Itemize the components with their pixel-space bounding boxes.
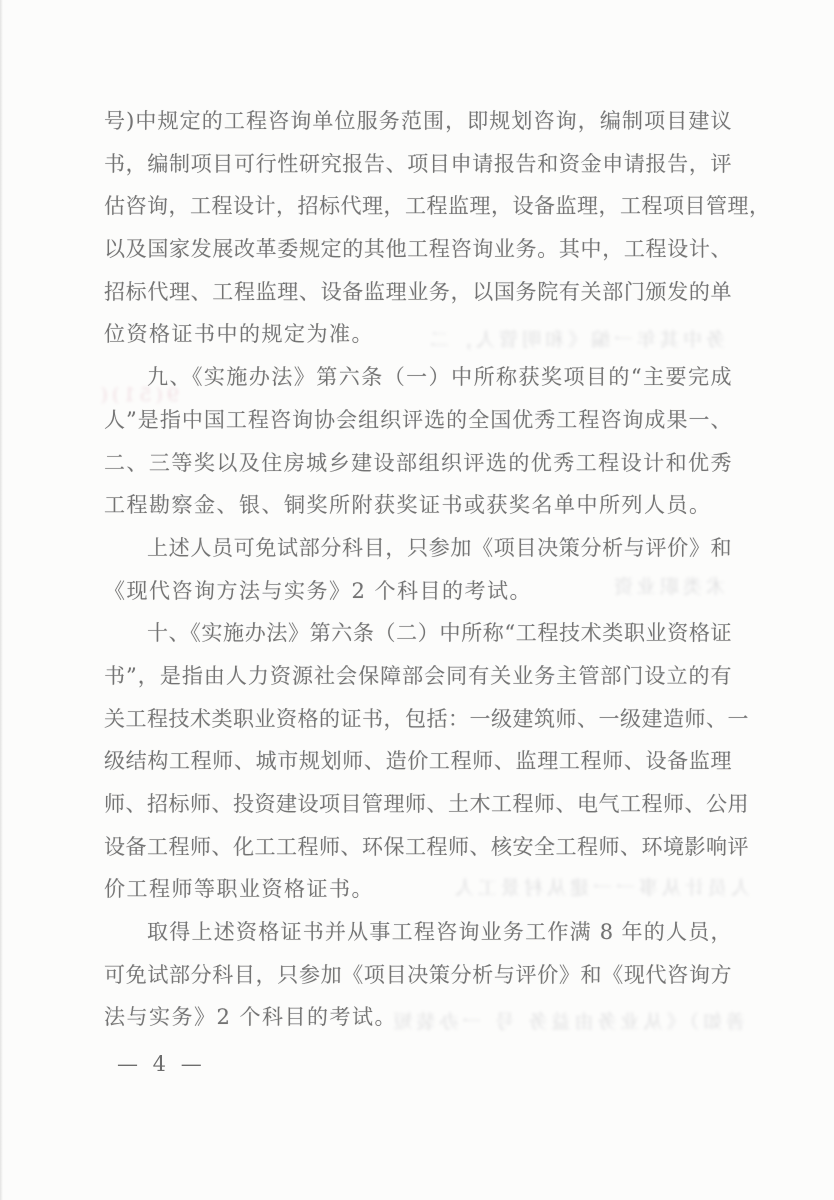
- text-line: 九、《实施办法》第六条（一）中所称获奖项目的“主要完成: [147, 365, 732, 390]
- bleedthrough-artifact: 术类职业资: [609, 576, 725, 598]
- text-line: 《现代咨询方法与实务》2 个科目的考试。: [104, 578, 533, 603]
- bleedthrough-artifact: 人员计从事一一建从村景工人: [450, 877, 750, 899]
- text-line: 设备工程师、化工工程师、环保工程师、核安全工程师、环境影响评: [104, 834, 749, 859]
- text-line: 十、《实施办法》第六条（二）中所称“工程技术类职业资格证: [147, 621, 732, 646]
- text-line: 关工程技术类职业资格的证书，包括：一级建筑师、一级建造师、一: [104, 706, 749, 731]
- text-line: 号)中规定的工程咨询单位服务范围，即规划咨询，编制项目建议: [104, 109, 732, 133]
- text-line: 书”，是指由人力资源社会保障部会同有关业务主管部门设立的有: [104, 663, 732, 688]
- page-number: — 4 —: [117, 1052, 206, 1076]
- text-line: 位资格证书中的规定为准。: [104, 322, 374, 347]
- text-line: 法与实务》2 个科目的考试。: [104, 1005, 398, 1030]
- bleedthrough-artifact: 善如）《从业务由益务 号 一办装短: [389, 1011, 745, 1033]
- text-line: 师、招标师、投资建设项目管理师、土木工程师、电气工程师、公用: [104, 792, 749, 816]
- text-line: 级结构工程师、城市规划师、造价工程师、监理工程师、设备监理: [104, 749, 732, 774]
- text-line: 书，编制项目可行性研究报告、项目申请报告和资金申请报告，评: [104, 151, 732, 176]
- bleedthrough-artifact: 务中其年一编《和明管人，二: [425, 329, 725, 351]
- text-line: 取得上述资格证书并从事工程咨询业务工作满 8 年的人员，: [147, 920, 732, 945]
- text-line: 可免试部分科目，只参加《项目决策分析与评价》和《现代咨询方: [104, 962, 732, 987]
- text-line: 二、三等奖以及住房城乡建设部组织评选的优秀工程设计和优秀: [104, 450, 732, 475]
- bleedthrough-artifact: 9(51)(: [96, 384, 179, 406]
- text-line: 工程勘察金、银、铜奖所附获奖证书或获奖名单中所列人员。: [104, 493, 712, 518]
- text-line: 上述人员可免试部分科目，只参加《项目决策分析与评价》和: [147, 535, 732, 560]
- text-line: 招标代理、工程监理、设备监理业务，以国务院有关部门颁发的单: [104, 279, 732, 304]
- text-line: 估咨询，工程设计，招标代理，工程监理，设备监理，工程项目管理，: [104, 194, 771, 219]
- text-line: 价工程师等职业资格证书。: [104, 877, 374, 902]
- text-line: 人”是指中国工程咨询协会组织评选的全国优秀工程咨询成果一、: [104, 407, 732, 432]
- document-text: [104, 100, 771, 1039]
- text-line: 以及国家发展改革委规定的其他工程咨询业务。其中，工程设计、: [104, 237, 732, 262]
